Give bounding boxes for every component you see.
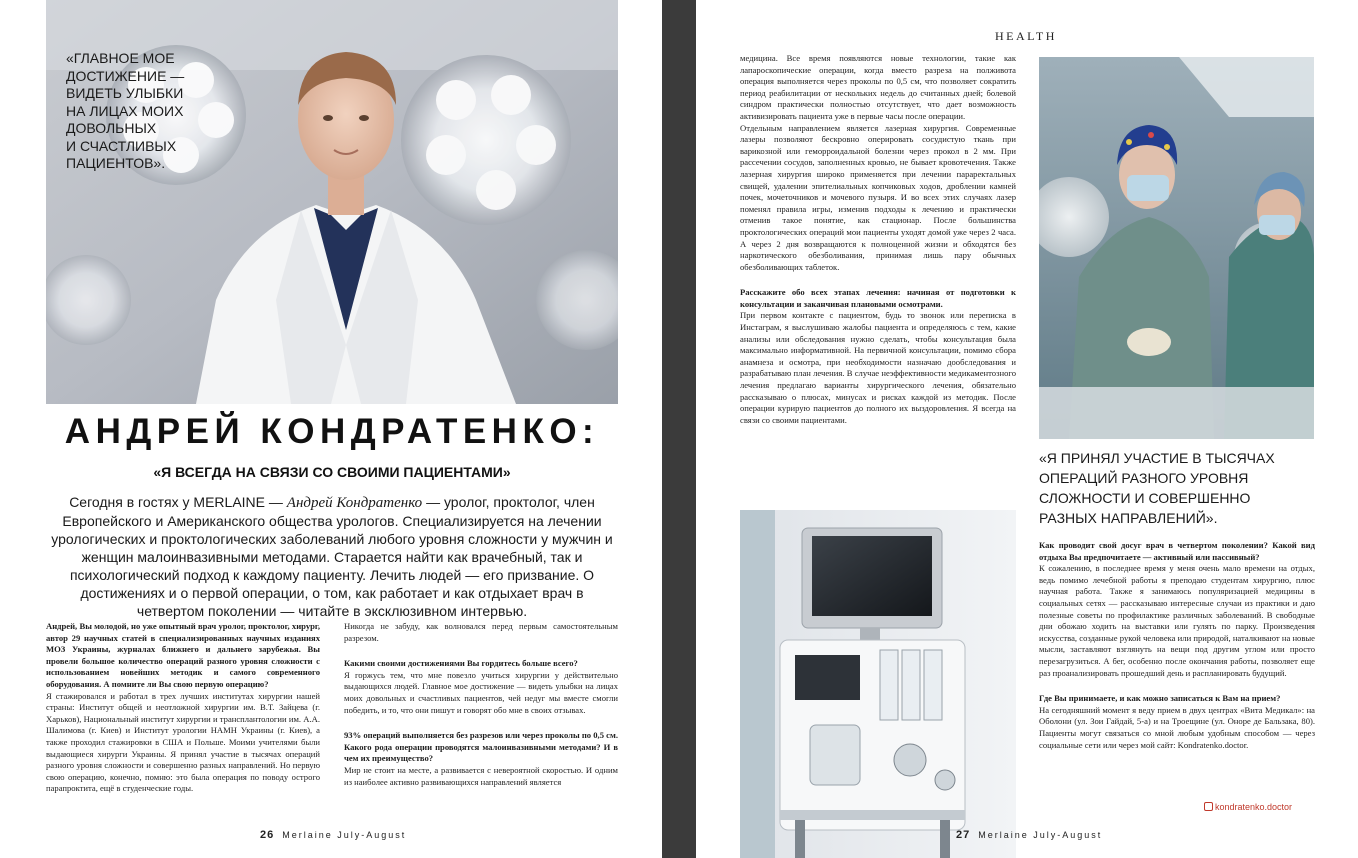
intro-name: Андрей Кондратенко (286, 495, 423, 511)
pull-quote-light: РАЗНОГО УРОВНЯ (1117, 470, 1249, 486)
pull-quote-line: «ГЛАВНОЕ МОЕ (66, 50, 175, 66)
answer: Я стажировался и работал в трех лучших институтах хирургии нашей страны: Институт общей и неотложной хирургии им. В.Т. Зайцева (г. Харьков), Национальный институт хирургии и трансплантологии им. А.А. Шалимова (г. Киев) и Институт урологии НАМН Украины (г. Киев), а также проходил стажировки в США и Польше. Моими учителями были выдающиеся хирурги Украины. Я принял участие в тысячах операций разного уровня сложности и совершенно разных направлений. Но первую свою операцию, конечно, помню: это была операция по поводу острого парапроктита, ещё в студенческие годы. (46, 690, 320, 794)
right-column-1 (740, 53, 1016, 435)
right-column-2 (1039, 540, 1315, 760)
instagram-handle[interactable] (1204, 801, 1292, 812)
pull-quote-line: ПАЦИЕНТОВ». (66, 155, 166, 171)
pull-quote-bold: «Я ПРИНЯЛ УЧАСТИЕ В ТЫСЯЧАХ (1039, 450, 1275, 466)
question: Андрей, Вы молодой, но уже опытный врач уролог, проктолог, хирург, автор 29 научных статей в специализированных научных изданиях МОЗ Украины, журналах ближнего и дальнего зарубежья. Вы провели большое количество операций разного уровня сложности с использованием новейших методик и самого современного оборудования. А помните ли Вы свою первую операцию? (46, 621, 320, 689)
answer: Я горжусь тем, что мне повезло учиться хирургии у действительно выдающихся людей. Главное мое достижение — видеть улыбки на лицах моих довольных и счастливых пациентов, чей недуг мы вместе смогли победить, и то, что они пишут и говорят обо мне в своих отзывах. (344, 669, 618, 715)
anesthesia-machine-photo (740, 510, 1016, 858)
right-page (696, 0, 1358, 858)
right-page-footer (956, 829, 1102, 841)
pull-quote-line: ДОВОЛЬНЫХ (66, 120, 157, 136)
left-pull-quote (66, 50, 256, 173)
pull-quote-line: НА ЛИЦАХ МОИХ (66, 102, 184, 119)
answer: Мир не стоит на месте, а развивается с невероятной скоростью. И одним из наиболее активно развивающихся направлений является (344, 764, 618, 787)
pull-quote-line (1039, 468, 1329, 488)
answer: Отдельным направлением является лазерная хирургия. Современные лазеры позволяют бескровно оперировать сосудистую ткань при варикозной или геморроидальной болезни через прокол в 2 мм. При рассечении сосудов, заполненных кровью, не бывает кровотечения. Также лазерная хирургия широко применяется при лечении параректальных свищей, удалении эпителиальных копчиковых ходов, дроблении камней почек, мочеточников и мочевого пузыря. И во всех этих случаях лазер поменял правила игры, изменив подходы к лечению и практически отменив такое понятие, как стационар. После большинства проктологических операций мои пациенты уходят домой уже через 2 часа. А через 2 дня возвращаются к полноценной жизни и обходятся без наркотического обезболивания, принимая лишь пару обычных обезболивающих таблеток. (740, 122, 1016, 272)
answer: При первом контакте с пациентом, будь то звонок или переписка в Инстаграм, я выслушиваю жалобы пациента и определяюсь с тем, какие анализы или обследования нужно сделать, чтобы консультация была максимально информативной. На первичной консультации, помимо сбора анамнеза и осмотра, при необходимости назначаю дообследования и разрабатываю план лечения. В случае неэффективности медикаментозного лечения предлагаю варианты хирургического лечения, обязательно рассказываю о плюсах, минусах и рисках каждой из методик. После операции курирую пациентов до полного их выздоровления. Я всегда на связи со своими пациентами. (740, 310, 1016, 425)
question: Расскажите обо всех этапах лечения: начиная от подготовки к консультации и заканчивая плановыми осмотрами. (740, 287, 1016, 309)
magazine-issue: Merlaine July-August (282, 830, 407, 840)
instagram-handle-text: kondratenko.doctor (1215, 802, 1293, 812)
left-column-1 (46, 621, 320, 804)
answer: медицина. Все время появляются новые технологии, такие как лапароскопические операции, когда вместо разреза на полживота операция выполняется через проколы по 0,5 см, что позволяет сократить период реабилитации от нескольких недель до считанных дней; болевой синдром практически полностью отсутствует, что дает возможность активизировать пациента уже в первые часы после операции. (740, 53, 1016, 121)
surgeons-photo (1039, 57, 1314, 439)
instagram-icon (1204, 802, 1213, 811)
pull-quote-line: ДОСТИЖЕНИЕ — (66, 67, 185, 84)
question: Где Вы принимаете, и как можно записаться к Вам на прием? (1039, 693, 1281, 704)
right-pull-quote (1039, 448, 1329, 528)
section-label: HEALTH (995, 29, 1057, 43)
article-intro (46, 493, 618, 620)
question: Какими своими достижениями Вы гордитесь больше всего? (344, 658, 578, 669)
left-page-footer (260, 829, 406, 841)
question: 93% операций выполняется без разрезов или через проколы по 0,5 см. Какого рода операции проводятся малоинвазивными методами? И в чем их преимущество? (344, 730, 618, 764)
page-number: 27 (956, 829, 971, 841)
pull-quote-line (1039, 448, 1329, 468)
magazine-issue: Merlaine July-August (978, 830, 1103, 840)
answer: На сегодняшний момент я веду прием в двух центрах «Вита Медикал»: на Оболони (ул. Зои Гайдай, 5-а) и на Троещине (ул. Оноре де Бальзака, 80). Пациенты могут связаться со мной любым удобным способом — через социальные сети или через мой сайт: Kondratenko.doctor. (1039, 704, 1315, 750)
pull-quote-line: СЛОЖНОСТИ И СОВЕРШЕННО (1039, 490, 1251, 506)
page-number: 26 (260, 829, 275, 841)
pull-quote-bold: ОПЕРАЦИЙ (1039, 470, 1118, 486)
answer: К сожалению, в последнее время у меня очень мало времени на отдых, ведь помимо лечебной работы я преподаю студентам хирургию, плюс научная работа. Также я занимаюсь популяризацией медицины в социальных сетях — рассказываю интересные случаи из практики и даю полезные советы по профилактике различных заболеваний. В свободные дни обожаю ходить на выставки или гулять по парку. Произведения искусства, созданные рукой человека или природой, наталкивают на новые мысли, заставляют взглянуть на вещи под другим углом или просто перезагрузиться. А бег, особенно после окончания работы, позволяет еще раз проанализировать прошедший день и распланировать будущий. (1039, 563, 1315, 678)
pull-quote-line: ВИДЕТЬ УЛЫБКИ (66, 85, 184, 101)
article-subheadline: «Я ВСЕГДА НА СВЯЗИ СО СВОИМИ ПАЦИЕНТАМИ» (153, 464, 511, 480)
pull-quote-line: И СЧАСТЛИВЫХ (66, 137, 177, 154)
pull-quote-line: РАЗНЫХ НАПРАВЛЕНИЙ». (1039, 510, 1218, 526)
left-column-2 (344, 621, 618, 797)
answer: Никогда не забуду, как волновался перед первым самостоятельным разрезом. (344, 621, 618, 643)
question: Как проводит свой досуг врач в четвертом поколении? Какой вид отдыха Вы предпочитаете — активный или пассивный? (1039, 540, 1315, 562)
article-headline: АНДРЕЙ КОНДРАТЕНКО: (64, 412, 600, 451)
intro-text: — уролог, проктолог, член Европейского и Американского общества урологов. Специализируется на лечении урологических и проктологических заболеваний любого уровня сложности у мужчин и женщин малоинвазивными методами. Старается найти как врачебный, так и психологический подход к каждому пациенту. Лечить людей — его призвание. О достижениях и о первой операции, о том, как работает и как отдыхает врач в четвертом поколении — читайте в эксклюзивном интервью. (51, 494, 613, 619)
intro-text: Сегодня в гостях у MERLAINE — (69, 494, 287, 510)
left-page (0, 0, 662, 858)
